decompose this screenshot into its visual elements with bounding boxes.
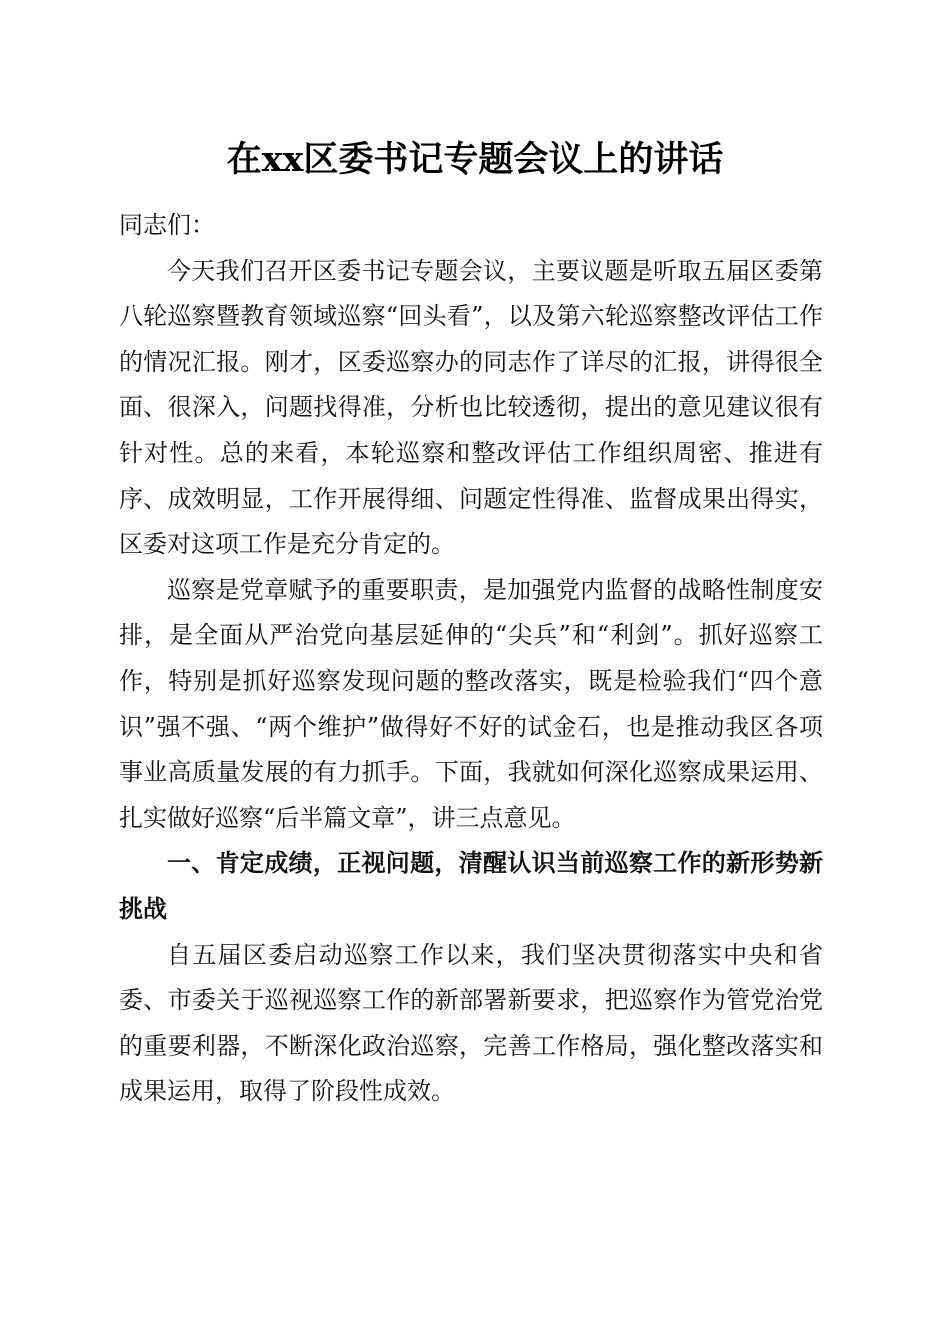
salutation: 同志们： bbox=[119, 211, 215, 239]
document-body bbox=[119, 203, 823, 1115]
body-paragraph: 巡察是党章赋予的重要职责，是加强党内监督的战略性制度安排，是全面从严治党向基层延伸的“尖兵”和“利剑”。抓好巡察工作，特别是抓好巡察发现问题的整改落实，既是检验我们“四个意识”强不强、“两个维护”做得好不好的试金石，也是推动我区各项事业高质量发展的有力抓手。下面，我就如何深化巡察成果运用、扎实做好巡察“后半篇文章”，讲三点意见。 bbox=[119, 575, 823, 832]
body-paragraph: 今天我们召开区委书记专题会议，主要议题是听取五届区委第八轮巡察暨教育领域巡察“回头看”，以及第六轮巡察整改评估工作的情况汇报。刚才，区委巡察办的同志作了详尽的汇报，讲得很全面、很深入，问题找得准，分析也比较透彻，提出的意见建议很有针对性。总的来看，本轮巡察和整改评估工作组织周密、推进有序、成效明显，工作开展得细、问题定性得准、监督成果出得实，区委对这项工作是充分肯定的。 bbox=[119, 256, 823, 559]
body-paragraph: 自五届区委启动巡察工作以来，我们坚决贯彻落实中央和省委、市委关于巡视巡察工作的新部署新要求，把巡察作为管党治党的重要利器，不断深化政治巡察，完善工作格局，强化整改落实和成果运用，取得了阶段性成效。 bbox=[119, 940, 823, 1106]
document-title: 在xx区委书记专题会议上的讲话 bbox=[226, 139, 724, 180]
section-heading: 一、肯定成绩，正视问题，清醒认识当前巡察工作的新形势新挑战 bbox=[119, 849, 823, 923]
